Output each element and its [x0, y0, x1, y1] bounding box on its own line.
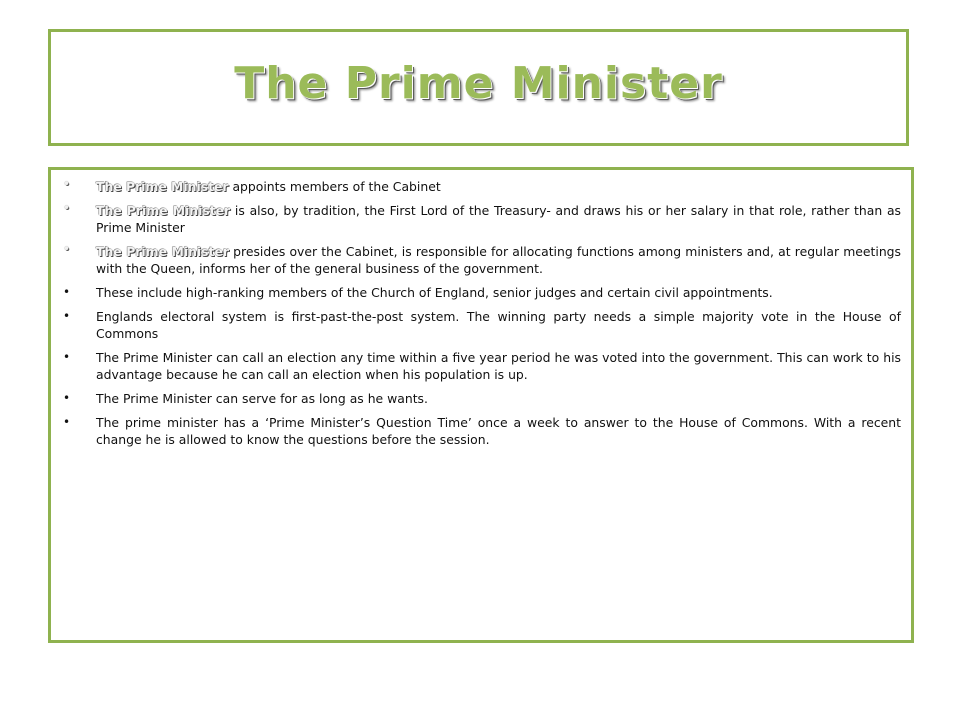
bullet-emphasis: The Prime Minister	[96, 244, 229, 259]
bullet-text: The prime minister has a ‘Prime Minister’s Question Time’ once a week to answer to the House of Commons. With a recent change he is allowed to know the questions before the session.	[96, 415, 901, 447]
bullet-text: presides over the Cabinet, is responsible for allocating functions among ministers and, at regular meetings with the Queen, informs her of the general business of the government.	[96, 244, 901, 276]
bullet-text: The Prime Minister can call an election any time within a five year period he was voted into the government. This can work to his advantage because he can call an election when his population is up.	[96, 350, 901, 382]
bullet-emphasis: The Prime Minister	[96, 203, 231, 218]
bullet-text: Englands electoral system is first-past-the-post system. The winning party needs a simple majority vote in the House of Commons	[96, 309, 901, 341]
bullet-emphasis: The Prime Minister	[96, 179, 229, 194]
list-item	[51, 178, 911, 195]
bullet-icon: •	[63, 309, 71, 323]
list-item	[51, 284, 911, 301]
list-item	[51, 202, 911, 236]
bullet-icon: •	[63, 242, 71, 256]
bullet-text: The Prime Minister can serve for as long as he wants.	[96, 391, 428, 406]
bullet-icon: •	[63, 415, 71, 429]
bullet-icon: •	[63, 350, 71, 364]
bullet-text: These include high-ranking members of the Church of England, senior judges and certain civil appointments.	[96, 285, 773, 300]
content-box	[48, 167, 914, 643]
bullet-text: appoints members of the Cabinet	[228, 179, 441, 194]
list-item	[51, 308, 911, 342]
bullet-icon: •	[63, 391, 71, 405]
list-item	[51, 349, 911, 383]
bullet-list	[51, 178, 911, 455]
bullet-icon: •	[63, 285, 71, 299]
title-box	[48, 29, 909, 146]
bullet-text: is also, by tradition, the First Lord of the Treasury- and draws his or her salary in that role, rather than as Prime Minister	[96, 203, 901, 235]
list-item	[51, 414, 911, 448]
slide-title: The Prime Minister	[234, 58, 723, 109]
list-item	[51, 243, 911, 277]
bullet-icon: •	[63, 177, 71, 191]
list-item	[51, 390, 911, 407]
bullet-icon: •	[63, 201, 71, 215]
